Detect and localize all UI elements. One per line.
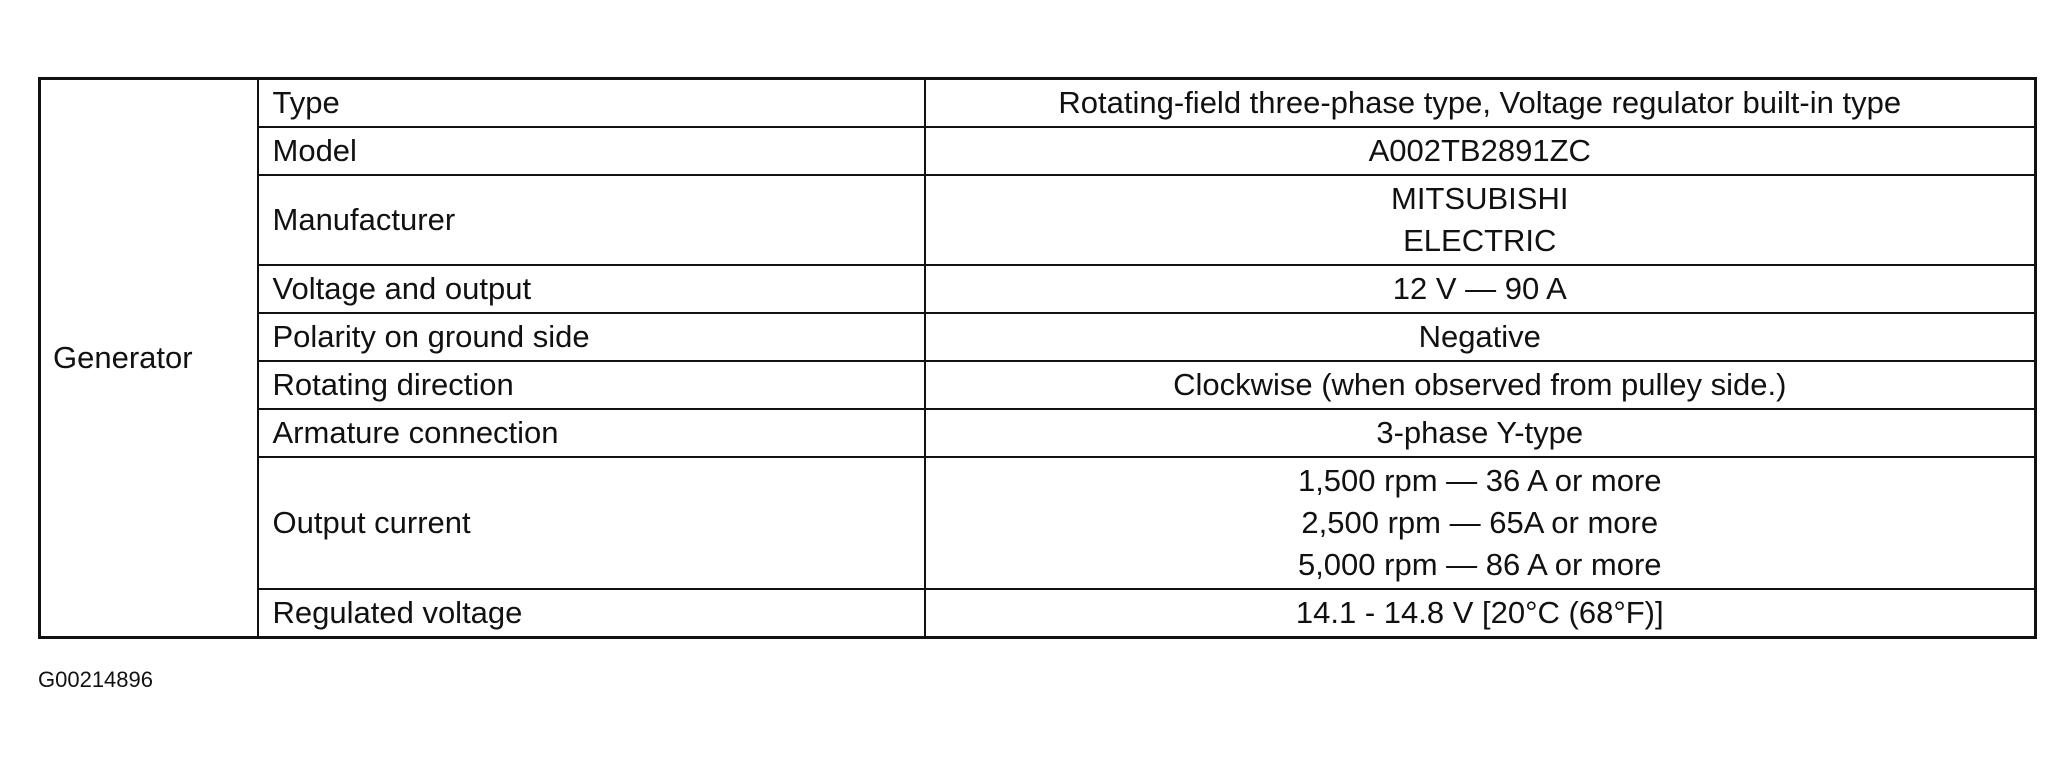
generator-spec-table: [38, 77, 2037, 639]
table-row: [40, 409, 2036, 457]
spec-value-line: Negative: [1418, 319, 1541, 354]
spec-value-line: 2,500 rpm — 65A or more: [1301, 505, 1659, 540]
spec-value: [925, 127, 2036, 175]
figure-id: G00214896: [38, 667, 153, 692]
spec-value-line: 14.1 - 14.8 V [20°C (68°F)]: [1295, 595, 1664, 630]
spec-label: Manufacturer: [258, 175, 925, 265]
spec-label: Polarity on ground side: [258, 313, 925, 361]
spec-value-line: MITSUBISHI: [1391, 181, 1569, 216]
spec-value: [925, 457, 2036, 589]
spec-value: [925, 361, 2036, 409]
table-row: [40, 589, 2036, 638]
spec-value: [925, 265, 2036, 313]
spec-label: Type: [258, 79, 925, 128]
table-row: [40, 361, 2036, 409]
spec-value: [925, 409, 2036, 457]
spec-label: Voltage and output: [258, 265, 925, 313]
table-row: [40, 265, 2036, 313]
spec-label: Rotating direction: [258, 361, 925, 409]
spec-value-line: Clockwise (when observed from pulley side.): [1173, 367, 1787, 402]
spec-label: Armature connection: [258, 409, 925, 457]
spec-value: [925, 313, 2036, 361]
spec-value-line: Rotating-field three-phase type, Voltage regulator built-in type: [1058, 85, 1902, 120]
spec-value: [925, 589, 2036, 638]
spec-value-line: A002TB2891ZC: [1368, 133, 1591, 168]
group-label: Generator: [40, 79, 258, 638]
table-row: [40, 127, 2036, 175]
spec-value-line: 5,000 rpm — 86 A or more: [1297, 547, 1662, 582]
spec-value-line: 1,500 rpm — 36 A or more: [1297, 463, 1662, 498]
table-row: [40, 313, 2036, 361]
spec-label: Regulated voltage: [258, 589, 925, 638]
spec-label: Output current: [258, 457, 925, 589]
table-row: [40, 79, 2036, 128]
table-row: [40, 175, 2036, 265]
spec-value: [925, 79, 2036, 128]
table-row: [40, 457, 2036, 589]
spec-label: Model: [258, 127, 925, 175]
spec-value-line: 3-phase Y-type: [1376, 415, 1584, 450]
spec-value-line: 12 V — 90 A: [1392, 271, 1567, 306]
spec-value: [925, 175, 2036, 265]
spec-value-line: ELECTRIC: [1403, 223, 1557, 258]
